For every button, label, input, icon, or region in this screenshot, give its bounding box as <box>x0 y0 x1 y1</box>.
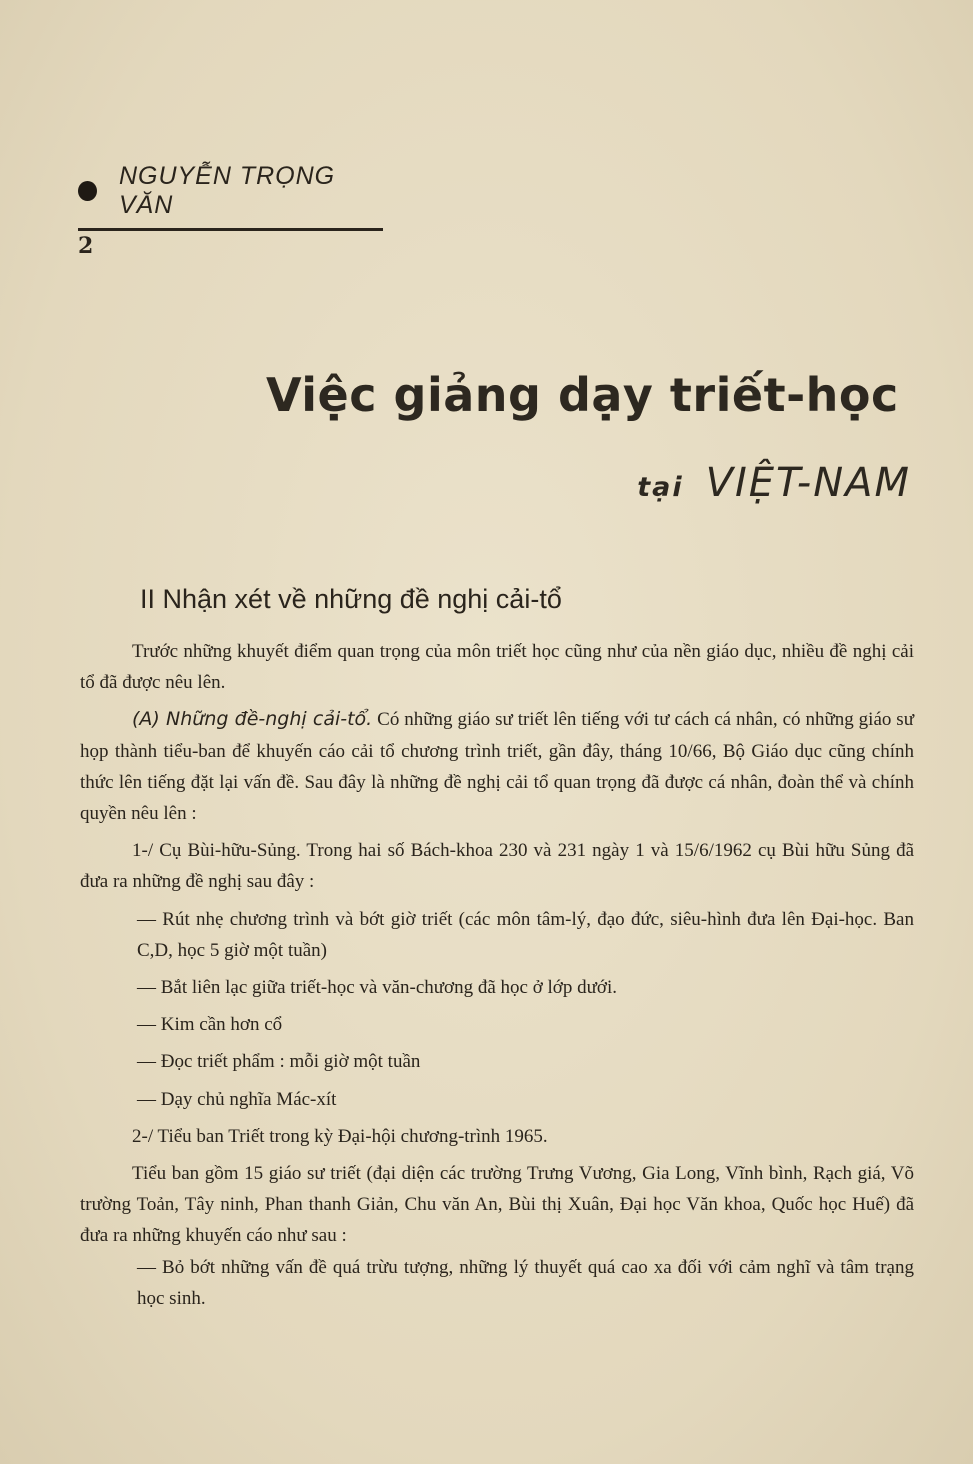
paragraph-2 <box>80 1121 914 1152</box>
paragraph-2-label: 2-/ <box>132 1125 154 1147</box>
header-rule <box>78 228 383 231</box>
paragraph-3-aside: (đại diện các trường Trưng Vương, Gia Long, Vĩnh bình, Rạch giá, Võ trường Toản, Tây ninh, Phan thanh Giản, Chu văn An, Bùi thị Xuân, Đại học Văn khoa, Quốc học Huế) <box>80 1163 914 1216</box>
paragraph-3-lead: Tiểu ban gồm 15 giáo sư triết <box>132 1163 361 1185</box>
page-number: 2 <box>78 233 94 259</box>
bullet-icon <box>78 181 97 201</box>
list-item: — Kim cần hơn cổ <box>137 1014 283 1036</box>
paragraph-3-tail: đã đưa ra những khuyến cáo như sau : <box>80 1194 915 1247</box>
section-heading: II Nhận xét về những đề nghị cải-tổ <box>140 584 562 614</box>
paragraph-2-text: Tiểu ban Triết trong kỳ Đại-hội chương-trình 1965. <box>157 1125 548 1147</box>
list-item: — Rút nhẹ chương trình và bớt giờ triết (các môn tâm-lý, đạo đức, siêu-hình đưa lên Đại-học. Ban C,D, học 5 giờ một tuần) <box>137 908 914 961</box>
running-header <box>78 162 383 259</box>
list-item: — Đọc triết phẩm : mỗi giờ một tuần <box>137 1051 421 1073</box>
subtitle-main: VIỆT-NAM <box>705 460 911 506</box>
paragraph-1-text: Cụ Bùi-hữu-Sủng. Trong hai số Bách-khoa 230 và 231 ngày 1 và 15/6/1962 cụ Bùi hữu Sủng đã đưa ra những đề nghị sau đây : <box>80 840 914 893</box>
article-title: Việc giảng dạy triết-học <box>266 368 899 422</box>
list-item: — Dạy chủ nghĩa Mác-xít <box>137 1088 337 1110</box>
list-item: — Bắt liên lạc giữa triết-học và văn-chương đã học ở lớp dưới. <box>137 977 617 999</box>
paragraph-intro: Trước những khuyết điểm quan trọng của môn triết học cũng như của nền giáo dục, nhiều đề nghị cải tổ đã được nêu lên. <box>80 641 914 694</box>
subtitle-prefix: tại <box>637 472 684 503</box>
paragraph-1 <box>80 835 914 897</box>
paragraph-a <box>80 704 914 829</box>
paragraph-3 <box>80 1158 914 1252</box>
list-item: — Bỏ bớt những vấn đề quá trừu tượng, những lý thuyết quá cao xa đối với cảm nghĩ và tâm trạng học sinh. <box>137 1256 914 1309</box>
paragraph-a-text: Có những giáo sư triết lên tiếng với tư cách cá nhân, có những giáo sư họp thành tiểu-ban để khuyến cáo cải tổ chương trình triết, gần đây, tháng 10/66, Bộ Giáo dục cũng chính thức lên tiếng đặt lại vấn đề. Sau đây là những đề nghị cải tổ quan trọng đã được cá nhân, đoàn thể và chính quyền nêu lên : <box>80 709 914 825</box>
paragraph-1-label: 1-/ <box>132 840 154 862</box>
article-subtitle <box>637 460 911 506</box>
author-name: NGUYỄN TRỌNG VĂN <box>118 162 336 219</box>
body-text <box>80 636 914 1314</box>
paragraph-a-label: (A) Những đề-nghị cải-tổ. <box>132 708 373 731</box>
